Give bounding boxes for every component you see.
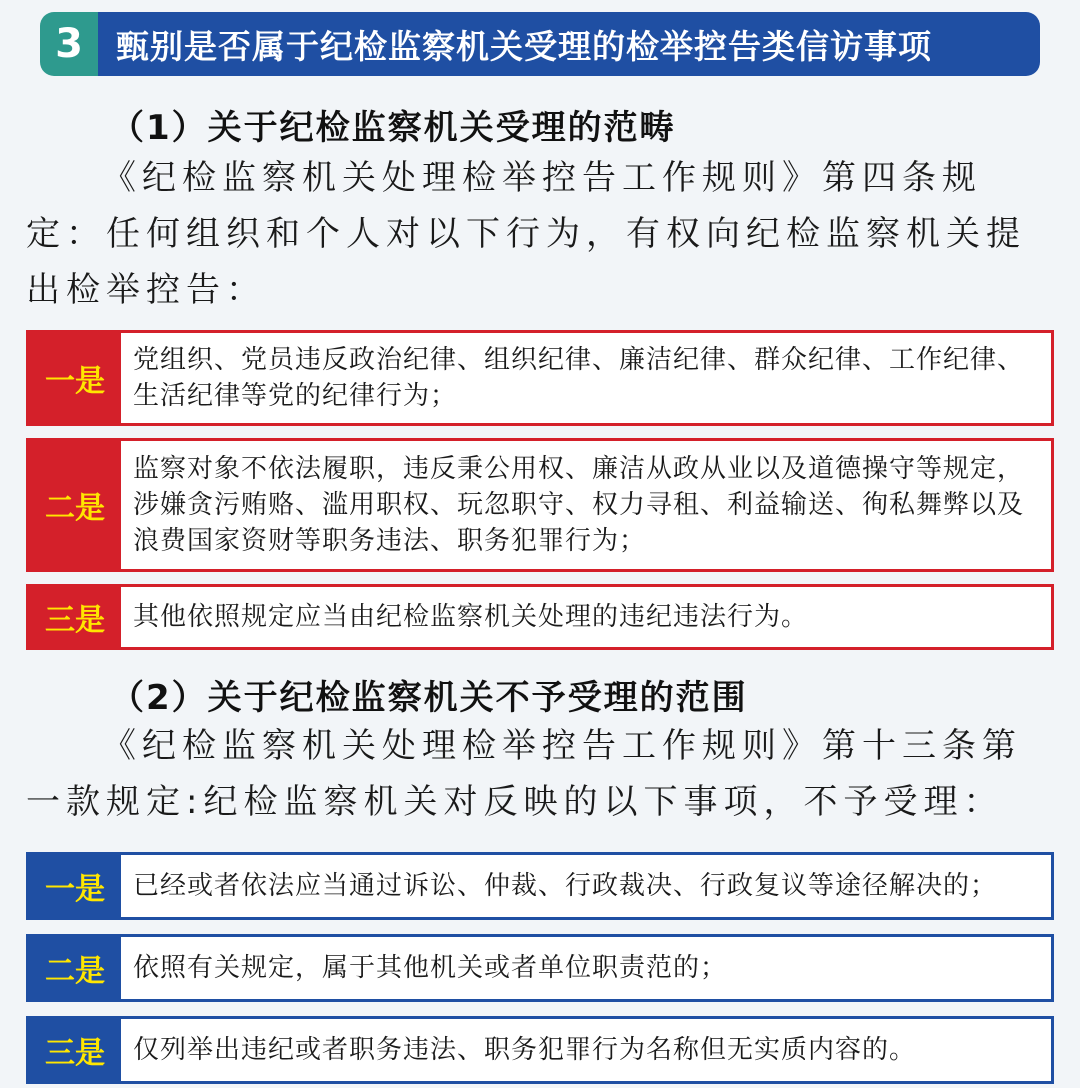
accepted-item-1	[26, 330, 1054, 426]
rejected-item-1	[26, 852, 1054, 920]
item-text: 监察对象不依法履职，违反秉公用权、廉洁从政从业以及道德操守等规定，涉嫌贪污贿赂、滥用职权、玩忽职守、权力寻租、利益输送、徇私舞弊以及浪费国家资财等职务违法、职务犯罪行为；	[121, 441, 1051, 569]
item-text: 党组织、党员违反政治纪律、组织纪律、廉洁纪律、群众纪律、工作纪律、生活纪律等党的纪律行为；	[121, 333, 1051, 423]
section-header	[40, 12, 1040, 76]
subsection-1-paragraph	[26, 150, 1056, 318]
rejected-item-3	[26, 1016, 1054, 1084]
item-text: 已经或者依法应当通过诉讼、仲裁、行政裁决、行政复议等途径解决的；	[121, 855, 1051, 917]
item-text: 依照有关规定，属于其他机关或者单位职责范的；	[121, 937, 1051, 999]
section-title: 甄别是否属于纪检监察机关受理的检举控告类信访事项	[98, 12, 1040, 76]
section-number: 3	[40, 12, 98, 76]
accepted-item-2	[26, 438, 1054, 572]
item-tag: 一是	[29, 333, 121, 423]
subsection-1-paragraph-text: 《纪检监察机关处理检举控告工作规则》第四条规定：任何组织和个人对以下行为，有权向纪检监察机关提出检举控告：	[26, 158, 1026, 310]
item-tag: 三是	[29, 1019, 121, 1081]
item-tag: 二是	[29, 441, 121, 569]
subsection-1-heading: （1）关于纪检监察机关受理的范畴	[110, 108, 676, 148]
rejected-item-2	[26, 934, 1054, 1002]
item-text: 仅列举出违纪或者职务违法、职务犯罪行为名称但无实质内容的。	[121, 1019, 1051, 1081]
accepted-item-3	[26, 584, 1054, 650]
item-tag: 一是	[29, 855, 121, 917]
subsection-2-paragraph-text: 《纪检监察机关处理检举控告工作规则》第十三条第一款规定:纪检监察机关对反映的以下事项，不予受理：	[26, 726, 1022, 822]
subsection-2-paragraph	[26, 718, 1056, 830]
item-tag: 二是	[29, 937, 121, 999]
item-tag: 三是	[29, 587, 121, 647]
item-text: 其他依照规定应当由纪检监察机关处理的违纪违法行为。	[121, 587, 1051, 647]
subsection-2-heading: （2）关于纪检监察机关不予受理的范围	[110, 678, 748, 718]
